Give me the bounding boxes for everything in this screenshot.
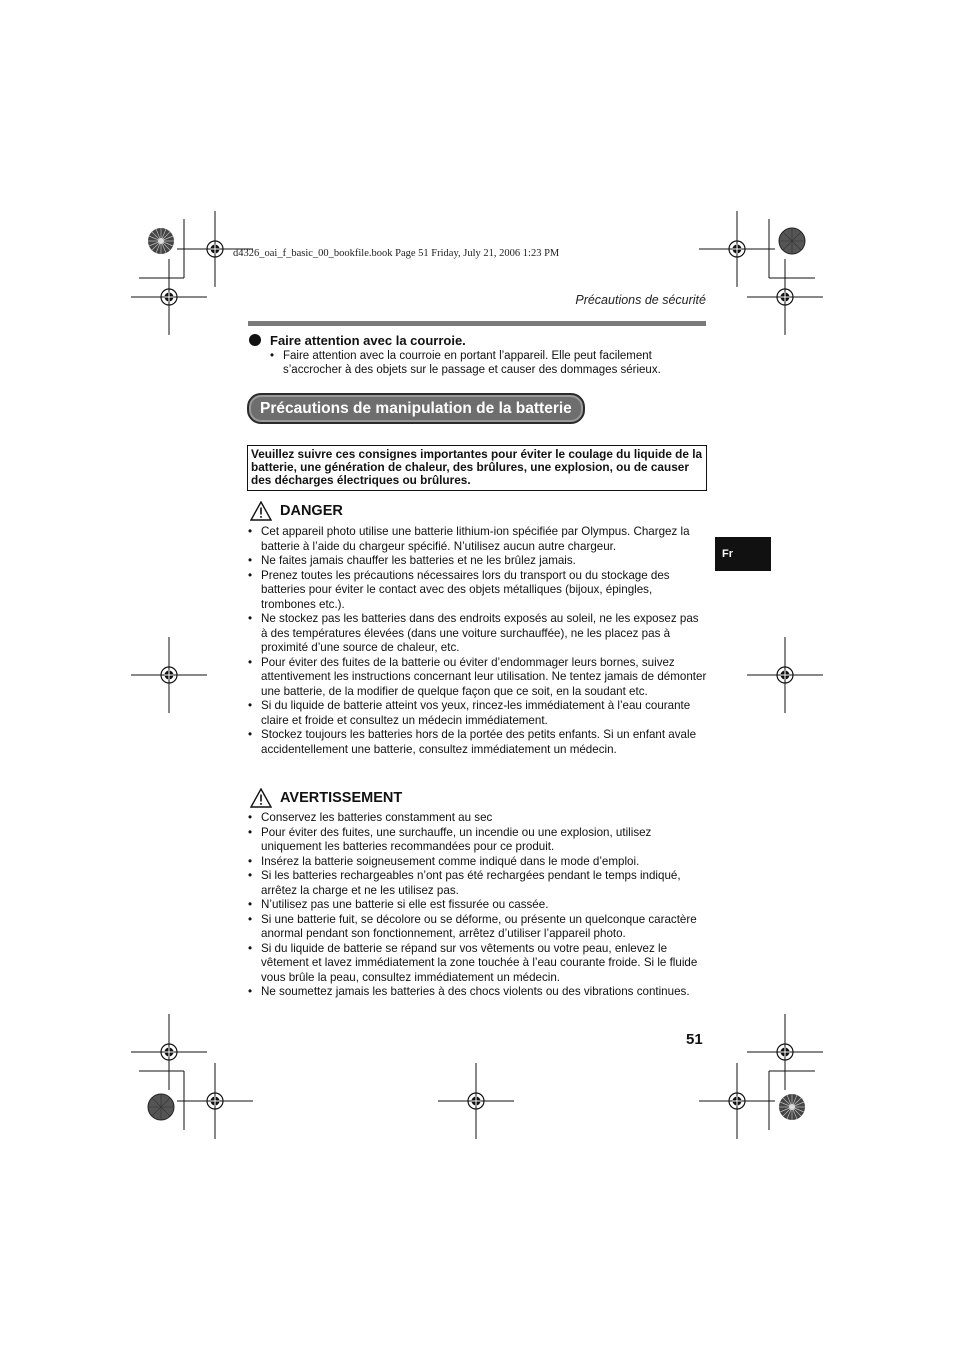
danger-list <box>248 525 708 757</box>
language-tab: Fr <box>715 537 771 571</box>
danger-heading <box>250 501 343 521</box>
list-item: • Insérez la batterie soigneusement comme indiqué dans le mode d’emploi. <box>248 855 708 870</box>
strap-heading: Faire attention avec la courroie. <box>270 333 466 348</box>
list-item: • Conservez les batteries constamment au sec <box>248 811 708 826</box>
list-item: • Cet appareil photo utilise une batterie lithium-ion spécifiée par Olympus. Chargez la batterie à l’aide du chargeur spécifié. N’utilisez aucun autre chargeur. <box>248 525 708 554</box>
list-item: • Ne stockez pas les batteries dans des endroits exposés au soleil, ne les exposez pas à des températures élevées (dans une voiture surchauffée), ne les placez pas à proximité d’une source de chaleur, etc. <box>248 612 708 656</box>
list-item: • Si une batterie fuit, se décolore ou se déforme, ou présente un quelconque caractère anormal pendant son fonctionnement, arrêtez d’utiliser l’appareil photo. <box>248 913 708 942</box>
warning-list <box>248 811 708 1000</box>
warning-triangle-icon <box>250 501 272 521</box>
list-item: • Pour éviter des fuites, une surchauffe, un incendie ou une explosion, utilisez uniquement les batteries recommandées pour ce produit. <box>248 826 708 855</box>
list-item: • Si du liquide de batterie atteint vos yeux, rincez-les immédiatement à l’eau courante claire et froide et consultez un médecin immédiatement. <box>248 699 708 728</box>
warning-title: AVERTISSEMENT <box>280 790 403 806</box>
list-item: • Si du liquide de batterie se répand sur vos vêtements ou votre peau, enlevez le vêtement et lavez immédiatement la zone touchée à l’eau courante froide. Si le fluide vous brûle la peau, consultez immédiatement un médecin. <box>248 942 708 986</box>
strap-bullet-item <box>270 349 700 377</box>
page-number: 51 <box>686 1031 703 1048</box>
section-title: Précautions de manipulation de la batterie <box>247 393 585 424</box>
list-item: • Ne faites jamais chauffer les batteries et ne les brûlez jamais. <box>248 554 708 569</box>
list-item: • Ne soumettez jamais les batteries à des chocs violents ou des vibrations continues. <box>248 985 708 1000</box>
list-item: • Prenez toutes les précautions nécessaires lors du transport ou du stockage des batteries pour éviter le contact avec des objets métalliques (bijoux, épingles, trombones etc.). <box>248 569 708 613</box>
header-rule <box>248 321 706 326</box>
list-item: • Si les batteries rechargeables n’ont pas été rechargées pendant le temps indiqué, arrêtez la charge et ne les utilisez pas. <box>248 869 708 898</box>
book-file-info: d4326_oai_f_basic_00_bookfile.book Page 51 Friday, July 21, 2006 1:23 PM <box>233 248 560 259</box>
list-item: • N’utilisez pas une batterie si elle est fissurée ou cassée. <box>248 898 708 913</box>
danger-title: DANGER <box>280 503 343 519</box>
list-item: • Stockez toujours les batteries hors de la portée des petits enfants. Si un enfant avale accidentellement une batterie, consultez immédiatement un médecin. <box>248 728 708 757</box>
important-notice-box: Veuillez suivre ces consignes importantes pour éviter le coulage du liquide de la batterie, une génération de chaleur, des brûlures, une explosion, ou de causer des décharges électriques ou brûlures. <box>247 445 707 491</box>
warning-triangle-icon <box>250 788 272 808</box>
running-header-title: Précautions de sécurité <box>575 293 706 307</box>
bullet-icon: • <box>270 350 275 362</box>
list-item: • Pour éviter des fuites de la batterie ou éviter d’endommager leurs bornes, suivez attentivement les instructions concernant leur utilisation. Ne tentez jamais de démonter une batterie, de la modifier de quelque façon que ce soit, en la soudant etc. <box>248 656 708 700</box>
round-bullet-icon <box>249 334 261 346</box>
strap-item-text: Faire attention avec la courroie en portant l’appareil. Elle peut facilement s’accrocher à des objets sur le passage et causer des dommages sérieux. <box>283 350 661 376</box>
warning-heading <box>250 788 402 808</box>
